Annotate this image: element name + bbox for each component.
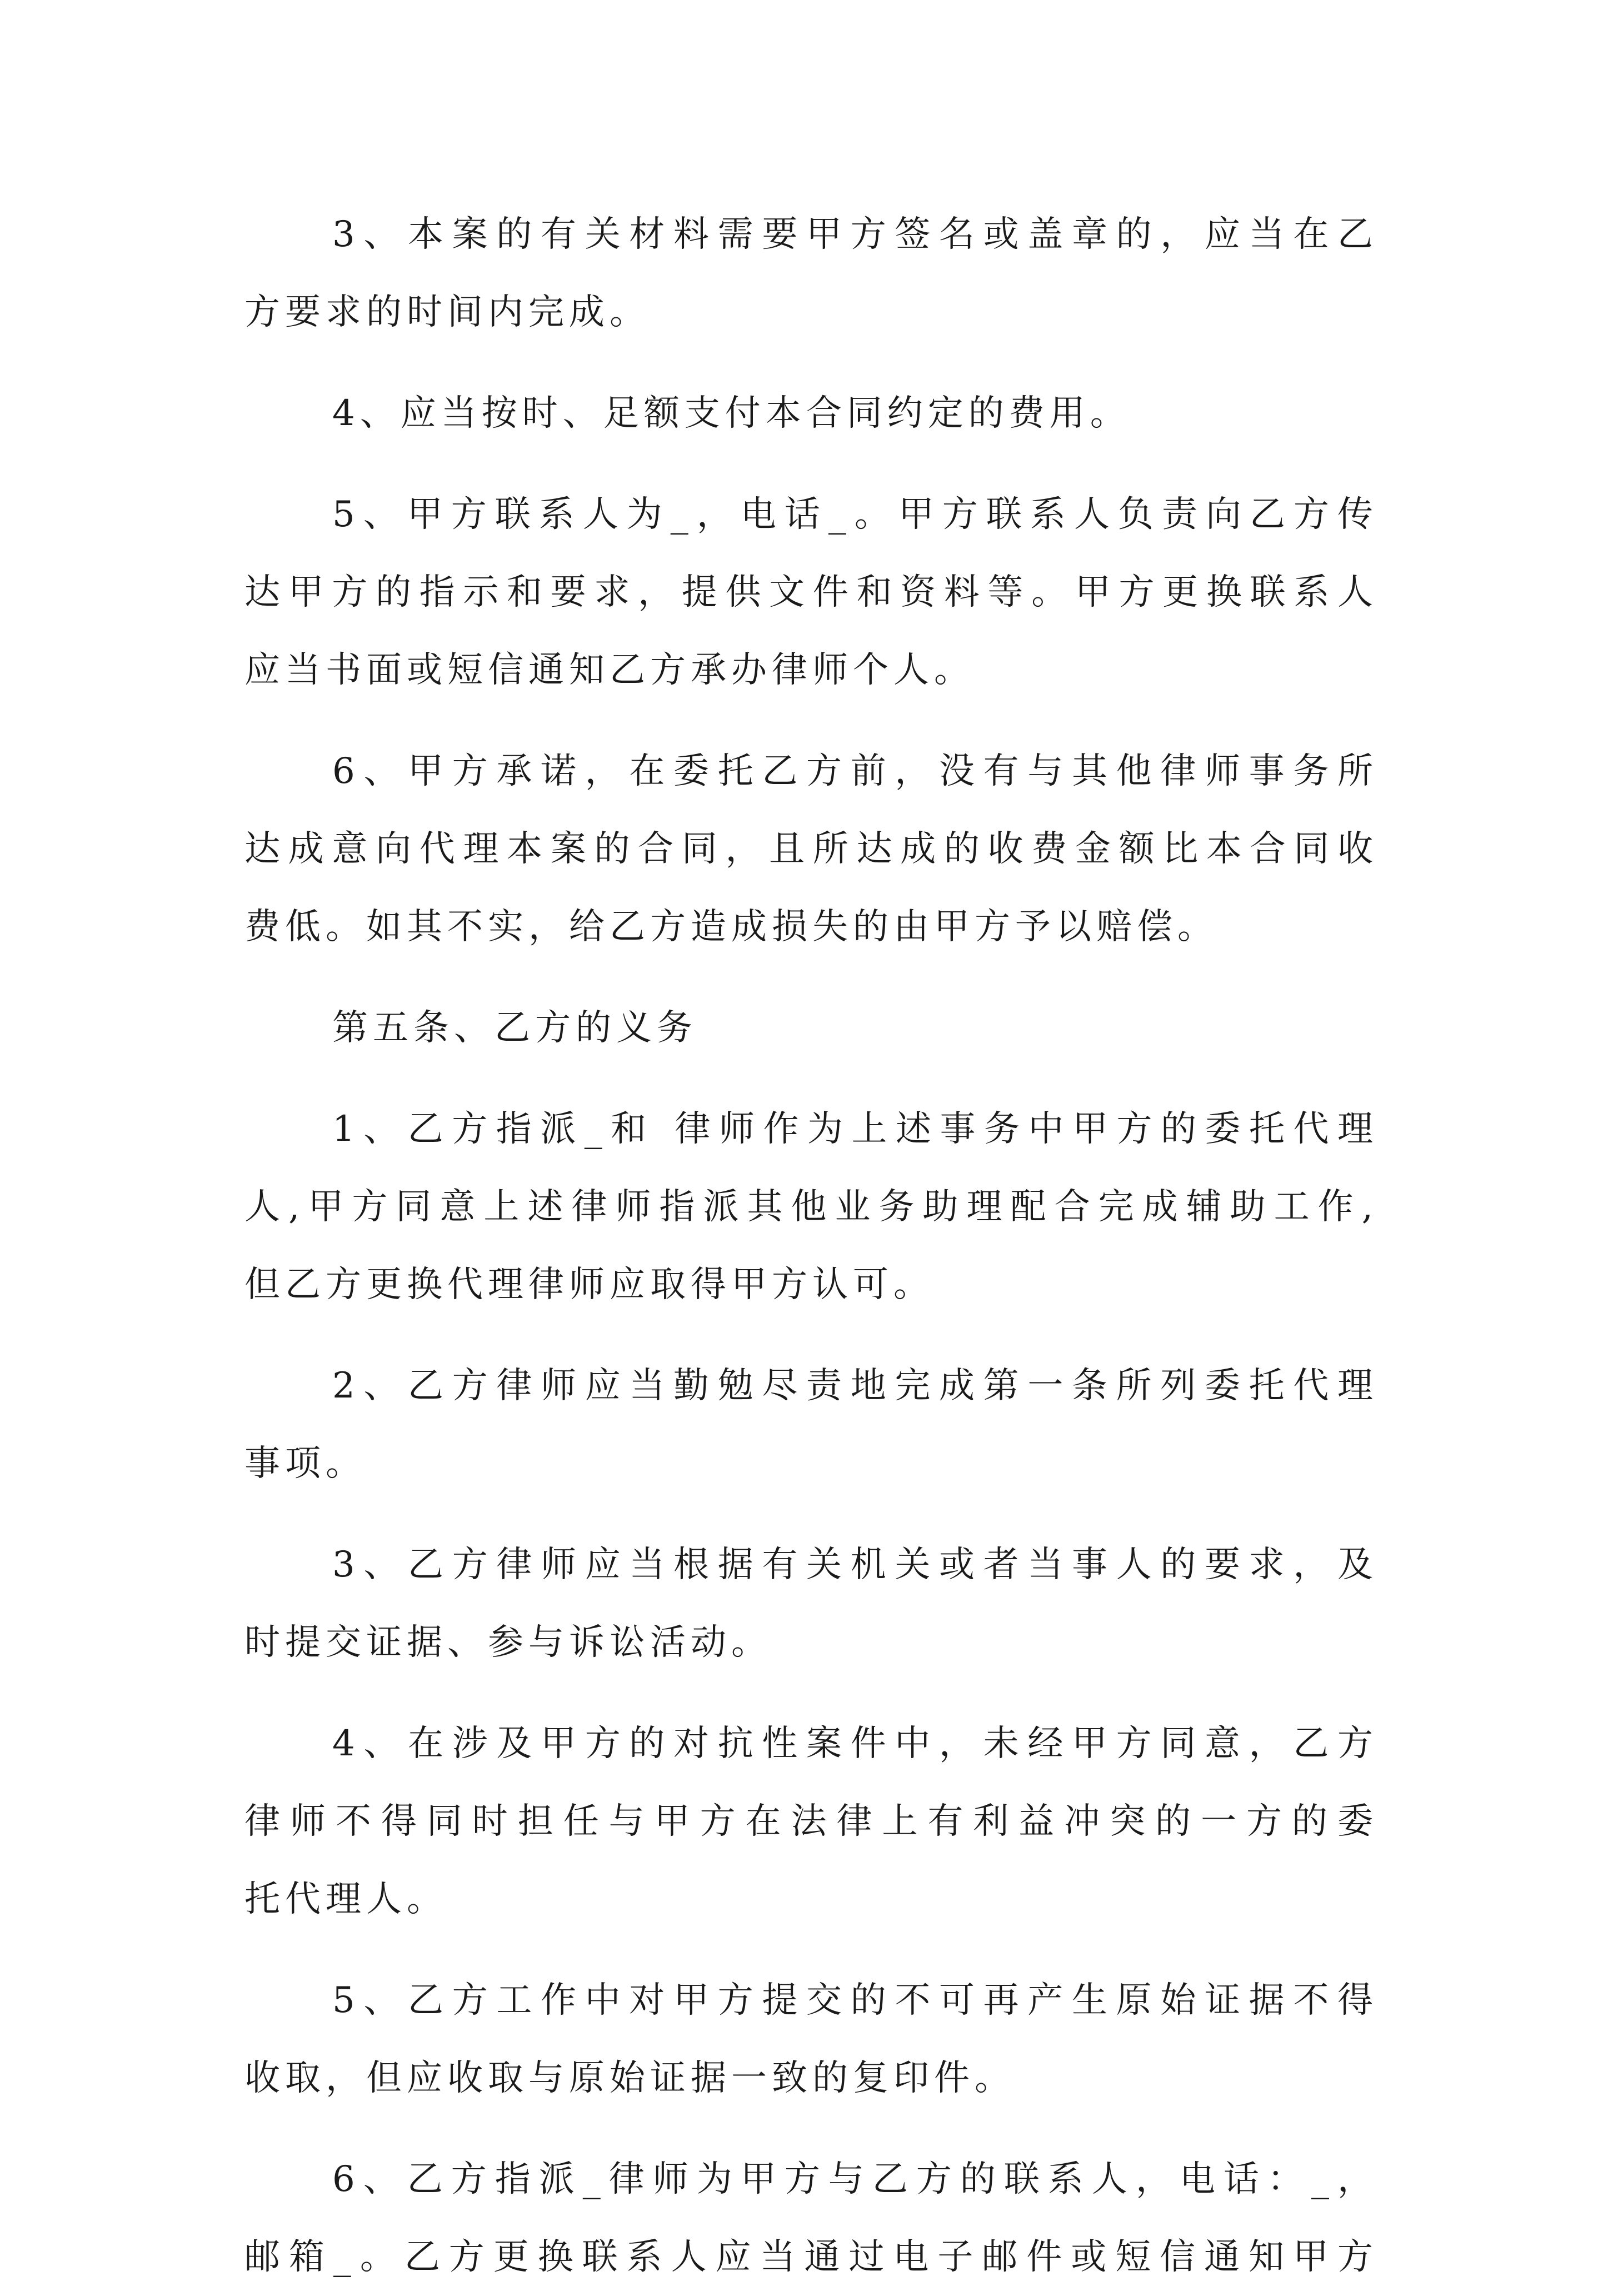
text-line: 收取，但应收取与原始证据一致的复印件。 (244, 2058, 1015, 2099)
text-line: 5、乙方工作中对甲方提交的不可再产生原始证据不得 (332, 1980, 1378, 2021)
text-line: 律师不得同时担任与甲方在法律上有利益冲突的一方的委 (244, 1801, 1378, 1842)
text-line: 1、乙方指派_和 律师作为上述事务中甲方的委托代理 (332, 1109, 1378, 1150)
paragraph-gap (244, 1938, 1378, 1961)
paragraph (244, 732, 1378, 966)
paragraph (244, 1705, 1378, 1938)
paragraph (244, 375, 1378, 452)
document-body (244, 196, 1378, 2296)
text-line: 时提交证据、参与诉讼活动。 (244, 1622, 772, 1663)
paragraph-gap (244, 1681, 1378, 1705)
paragraph (244, 2140, 1378, 2296)
text-line: 事项。 (244, 1443, 366, 1484)
text-line: 2、乙方律师应当勤勉尽责地完成第一条所列委托代理 (332, 1365, 1378, 1406)
paragraph-gap (244, 966, 1378, 989)
paragraph-gap (244, 709, 1378, 732)
text-line: 3、乙方律师应当根据有关机关或者当事人的要求，及 (332, 1544, 1378, 1585)
paragraph-gap (244, 452, 1378, 476)
paragraph (244, 196, 1378, 351)
text-line: 托代理人。 (244, 1879, 447, 1920)
text-line: 邮箱_。乙方更换联系人应当通过电子邮件或短信通知甲方 (244, 2237, 1378, 2278)
text-line: 5、甲方联系人为_，电话_。甲方联系人负责向乙方传 (332, 494, 1378, 535)
paragraph (244, 1347, 1378, 1503)
text-line: 费低。如其不实，给乙方造成损失的由甲方予以赔偿。 (244, 906, 1218, 947)
paragraph (244, 1090, 1378, 1324)
paragraph (244, 1526, 1378, 1681)
text-line: 达成意向代理本案的合同，且所达成的收费金额比本合同收 (244, 828, 1378, 870)
paragraph (244, 476, 1378, 709)
paragraph-gap (244, 351, 1378, 375)
paragraph (244, 989, 1378, 1067)
paragraph-gap (244, 1503, 1378, 1526)
text-line: 但乙方更换代理律师应取得甲方认可。 (244, 1264, 934, 1305)
text-line: 3、本案的有关材料需要甲方签名或盖章的，应当在乙 (332, 214, 1378, 255)
text-line: 4、应当按时、足额支付本合同约定的费用。 (332, 393, 1131, 434)
paragraph-gap (244, 1324, 1378, 1347)
paragraph-gap (244, 1067, 1378, 1090)
text-line: 第五条、乙方的义务 (332, 1007, 697, 1049)
paragraph-gap (244, 2117, 1378, 2140)
text-line: 方要求的时间内完成。 (244, 292, 650, 333)
text-line: 4、在涉及甲方的对抗性案件中，未经甲方同意，乙方 (332, 1723, 1378, 1764)
paragraph (244, 1961, 1378, 2117)
text-line: 人,甲方同意上述律师指派其他业务助理配合完成辅助工作, (244, 1186, 1378, 1227)
text-line: 6、乙方指派_律师为甲方与乙方的联系人，电话：_， (332, 2159, 1378, 2200)
text-line: 达甲方的指示和要求，提供文件和资料等。甲方更换联系人 (244, 572, 1378, 613)
text-line: 6、甲方承诺，在委托乙方前，没有与其他律师事务所 (332, 751, 1378, 792)
text-line: 应当书面或短信通知乙方承办律师个人。 (244, 650, 975, 691)
